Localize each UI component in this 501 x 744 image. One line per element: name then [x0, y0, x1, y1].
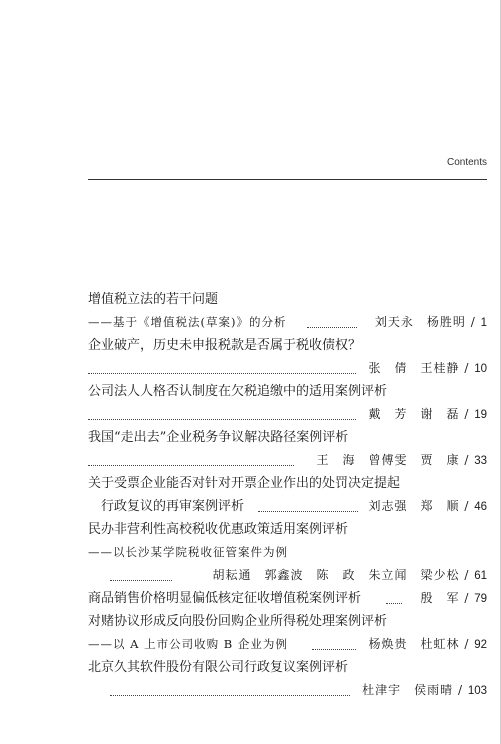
toc-entry-authors-line[interactable] — [88, 564, 487, 587]
entry-authors-page: 刘志强 郑 顺 / 46 — [365, 495, 487, 519]
entry-subtitle: ——基于《增值税法(草案)》的分析 — [88, 315, 287, 329]
toc-entry-title[interactable] — [88, 587, 487, 610]
entry-authors-page: 殷 军 / 79 — [417, 587, 487, 611]
entry-page: 61 — [474, 570, 487, 582]
entry-authors-page: 杨焕贵 杜虹林 / 92 — [365, 633, 487, 657]
entry-page: 103 — [467, 685, 487, 697]
dot-leader — [110, 580, 172, 581]
entry-title: 民办非营利性高校税收优惠政策适用案例评析 — [88, 522, 349, 537]
table-of-contents — [88, 288, 487, 702]
toc-entry-authors-line[interactable] — [88, 679, 487, 702]
toc-entry-title[interactable] — [88, 518, 487, 541]
dot-leader — [88, 465, 294, 466]
toc-entry-title-continued[interactable] — [88, 495, 487, 518]
dot-leader — [258, 511, 358, 512]
entry-title: 增值税立法的若干问题 — [88, 292, 219, 307]
entry-authors: 刘志强 郑 顺 — [368, 499, 460, 513]
toc-entry-authors-line[interactable] — [88, 403, 487, 426]
entry-page: 10 — [474, 363, 487, 375]
entry-authors: 胡耘通 郭鑫波 陈 政 朱立闻 梁少松 — [212, 568, 460, 582]
toc-entry-title[interactable] — [88, 656, 487, 679]
entry-authors: 张 倩 王桂静 — [368, 361, 460, 375]
entry-authors-page: 胡耘通 郭鑫波 陈 政 朱立闻 梁少松 / 61 — [209, 564, 487, 588]
toc-entry-title[interactable] — [88, 610, 487, 633]
entry-authors: 王 海 曾傅雯 贾 康 — [316, 453, 460, 467]
dot-leader — [110, 695, 350, 696]
toc-entry-subtitle-line[interactable] — [88, 311, 487, 334]
entry-authors-page: 王 海 曾傅雯 贾 康 / 33 — [313, 449, 487, 473]
dot-leader — [307, 327, 357, 328]
entry-title-continued: 行政复议的再审案例评析 — [101, 499, 245, 514]
running-header: Contents — [446, 157, 487, 168]
toc-entry-title[interactable] — [88, 380, 487, 403]
dot-leader — [88, 419, 356, 420]
toc-entry-authors-line[interactable] — [88, 449, 487, 472]
entry-authors: 刘天永 杨胜明 — [374, 315, 466, 329]
toc-entry-title[interactable] — [88, 426, 487, 449]
toc-entry-subtitle-line[interactable] — [88, 633, 487, 656]
entry-page: 33 — [474, 455, 487, 467]
toc-entry-title[interactable] — [88, 472, 487, 495]
dot-leader — [312, 649, 356, 650]
dot-leader — [88, 373, 356, 374]
toc-entry-authors-line[interactable] — [88, 357, 487, 380]
entry-title: 北京久其软件股份有限公司行政复议案例评析 — [88, 660, 349, 675]
entry-authors: 杜津宇 侯雨晴 — [362, 683, 454, 697]
entry-page: 19 — [474, 409, 487, 421]
entry-title: 关于受票企业能否对针对开票企业作出的处罚决定提起 — [88, 476, 401, 491]
toc-entry-title[interactable] — [88, 288, 487, 311]
entry-authors: 戴 芳 谢 磊 — [368, 407, 460, 421]
entry-subtitle: ——以长沙某学院税收征管案件为例 — [88, 545, 288, 559]
entry-title: 我国“走出去”企业税务争议解决路径案例评析 — [88, 430, 349, 445]
entry-page: 79 — [474, 593, 487, 605]
entry-authors-page: 戴 芳 谢 磊 / 19 — [365, 403, 487, 427]
entry-title: 对赌协议形成反向股份回购企业所得税处理案例评析 — [88, 614, 388, 629]
entry-subtitle: ——以 A 上市公司收购 B 企业为例 — [88, 637, 288, 651]
entry-page: 92 — [474, 639, 487, 651]
entry-title: 企业破产，历史未申报税款是否属于税收债权？ — [88, 338, 362, 353]
header-rule — [88, 179, 487, 180]
toc-entry-title[interactable] — [88, 334, 487, 357]
entry-authors-page: 杜津宇 侯雨晴 / 103 — [358, 679, 487, 703]
dot-leader — [386, 603, 402, 604]
entry-authors-page: 刘天永 杨胜明 / 1 — [371, 311, 487, 335]
entry-authors: 杨焕贵 杜虹林 — [368, 637, 460, 651]
toc-entry-subtitle-line[interactable] — [88, 541, 487, 564]
entry-authors-page: 张 倩 王桂静 / 10 — [365, 357, 487, 381]
entry-authors: 殷 军 — [420, 591, 460, 605]
entry-page: 1 — [480, 317, 487, 329]
entry-page: 46 — [474, 501, 487, 513]
entry-title: 公司法人人格否认制度在欠税追缴中的适用案例评析 — [88, 384, 388, 399]
entry-title: 商品销售价格明显偏低核定征收增值税案例评析 — [88, 591, 362, 606]
